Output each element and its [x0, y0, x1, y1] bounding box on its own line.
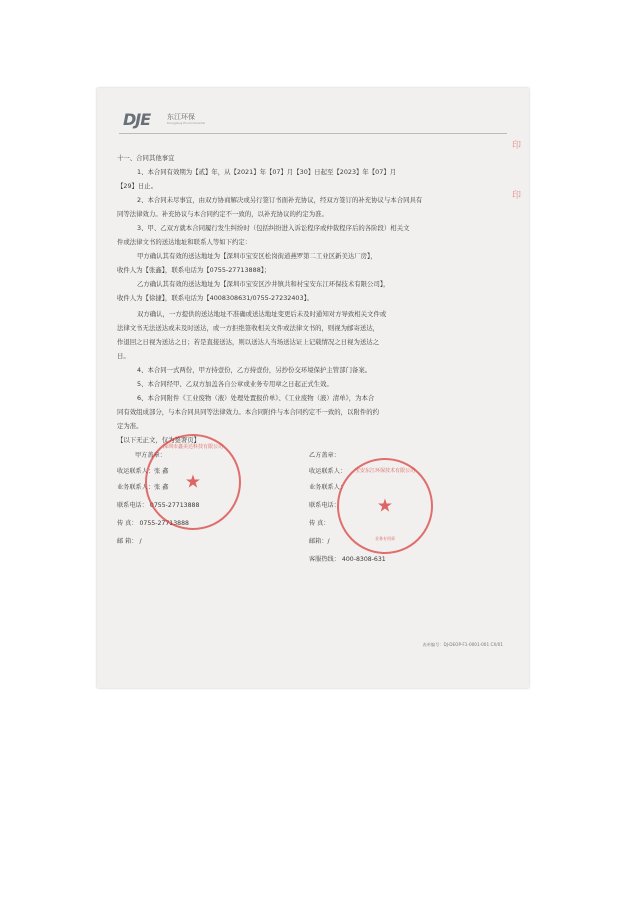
clause-line: 日。 [117, 352, 130, 360]
clause-line: 法律文书无法送达或未及时送达，或一方拒绝签收相关文件或法律文书的，则视为邮寄送达， [117, 324, 380, 332]
stamp-star-icon: ★ [376, 495, 394, 517]
seam-stamp-mark: 印 [511, 191, 521, 201]
clause-line: 收件人为【张鑫】，联系电话为【0755-27713888】； [117, 266, 271, 274]
clause-line: 件或法律文书的送达地址和联系人等如下约定： [117, 238, 252, 246]
clause-line: 3、甲、乙双方就本合同履行发生纠纷时（包括纠纷进入诉讼程序或仲裁程序后的各阶段）相关文 [137, 224, 410, 232]
document-page [97, 88, 529, 688]
clause-line: 4、本合同一式两份，甲方持壹份，乙方持壹份，另抄份交环境保护主管部门备案。 [137, 366, 372, 374]
clause-line: 1、本合同有效期为【贰】年，从【2021】年【07】月【30】日起至【2023】年【07】月 [137, 168, 397, 176]
clause-line: 双方确认，一方提供的送达地址不准确或送达地址变更后未及时通知对方导致相关文件或 [137, 310, 387, 318]
clause-line: 5、本合同经甲、乙双方加盖各自公章或业务专用章之日起正式生效。 [137, 380, 333, 388]
party-b-stamp-text: 宝安东江环保技术有限公司 [354, 468, 415, 474]
party-a-stamp-text: 深圳市鑫美达科技有限公司 [162, 444, 223, 450]
party-b-hotline: 客服热线： 400-8308-631 [309, 556, 386, 563]
party-b-receiver: 收运联系人： [309, 468, 347, 475]
party-b-fax: 传 真： [309, 520, 330, 527]
form-number: 表单编号：DJ-DEOP-F1-0001-001 CX/01 [422, 642, 503, 647]
clause-line: 2、本合同未尽事宜，由双方协商解决或另行签订书面补充协议，经双方签订的补充协议与本合同具有 [137, 196, 423, 204]
clause-line: 同有效组成部分，与本合同具同等法律效力。本合同附件与本合同约定不一致的，以附件的约 [117, 408, 380, 416]
clause-line: 作退回之日视为送达之日；若是直接送达，则以送达人当场送达证上记载情况之日视为送达之 [117, 338, 380, 346]
stamp-star-icon: ★ [184, 471, 202, 493]
party-b-phone: 联系电话： [309, 502, 340, 509]
header-divider [119, 133, 507, 134]
clause-line: 定为准。 [117, 422, 143, 430]
party-a-receiver: 收运联系人：张 鑫 [117, 468, 169, 475]
party-a-email: 邮 箱： / [117, 538, 142, 545]
party-a-fax: 传 真： 0755-27713888 [117, 520, 189, 527]
party-a-stamp [145, 434, 241, 530]
party-b-email: 邮箱：/ [309, 538, 330, 545]
company-name-en: Dongjiang Environmental [167, 121, 206, 125]
section-title: 十一、合同其他事宜 [117, 154, 175, 162]
company-logo [123, 110, 243, 132]
party-a-phone: 联系电话： 0755-27713888 [117, 502, 200, 509]
company-name-cn: 东江环保 [167, 113, 195, 121]
clause-line: 同等法律效力。补充协议与本合同约定不一致的，以补充协议的约定为准。 [117, 210, 328, 218]
logo-mark: DJE [123, 110, 151, 129]
clause-line: 收件人为【徐捷】，联系电话为【4008308631/0755-27232403】。 [117, 294, 314, 302]
clause-line: 甲方确认其有效的送达地址为【深圳市宝安区松岗街道燕罗第二工业区新美达厂房】， [137, 252, 377, 260]
party-b-business: 业务联系人： [309, 484, 347, 491]
party-b-stamp [337, 458, 433, 554]
signing-note: 【以下无正文，仅为签署页】 [117, 436, 201, 444]
clause-line: 6、本合同附件《工业废物（液）处理处置报价单》、《工业废物（液）清单》，为本合 [137, 394, 375, 402]
seam-stamp-mark: 印 [511, 141, 521, 151]
party-b-seal-label: 乙方盖章： [309, 452, 340, 459]
party-b-stamp-code: 业务专用章 [375, 536, 395, 541]
clause-line: 乙方确认其有效的送达地址为【深圳市宝安区沙井镇共和村宝安东江环保技术有限公司】， [137, 280, 390, 288]
party-a-business: 业务联系人：张 鑫 [117, 484, 169, 491]
party-a-seal-label: 甲方盖章： [135, 452, 166, 459]
clause-line: 【29】日止。 [117, 182, 158, 190]
